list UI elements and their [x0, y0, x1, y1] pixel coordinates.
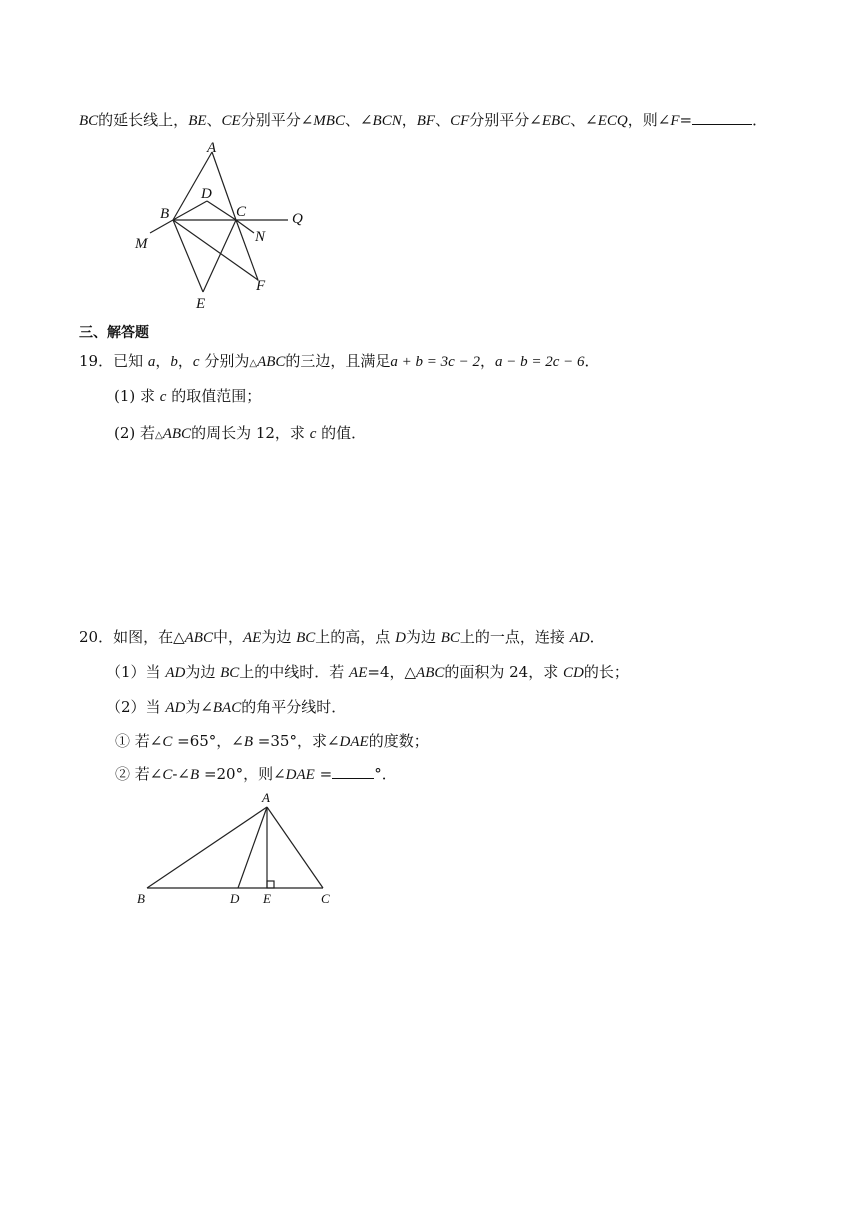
label-b: B [160, 206, 170, 222]
q18-text: ． [752, 111, 768, 129]
label-e: E [263, 891, 271, 906]
section-title: 三、解答题 [79, 325, 149, 341]
seg-ab [147, 807, 267, 888]
q19-number: 19． [79, 352, 114, 370]
q19-equation-1: a + b = 3c − 2 [390, 354, 480, 370]
q18-f: F [670, 113, 680, 129]
q19-part-1: (1) 求 c 的取值范围； [114, 387, 262, 405]
q18-ce: CE [221, 113, 241, 129]
q20-answer-blank[interactable] [332, 764, 374, 779]
right-angle-mark [267, 881, 274, 888]
q18-text: = [679, 111, 693, 129]
q18-ecq: ECQ [597, 113, 628, 129]
label-q: Q [292, 211, 303, 227]
q18-bc: BC [79, 113, 99, 129]
q20-item-1: ① 若∠C =65°，∠B =35°，求∠DAE的度数； [115, 732, 429, 750]
q20-stem: 20．如图，在△ABC中，AE为边 BC上的高，点 D为边 BC上的一点，连接 AD． [79, 628, 605, 646]
q18-mbc: MBC [313, 113, 345, 129]
q18-text-line [79, 110, 767, 131]
seg-ac [267, 807, 323, 888]
q20-figure [130, 790, 350, 910]
q20-item-2: ② 若∠C-∠B =20°，则∠DAE = °． [115, 765, 397, 783]
q18-figure [120, 136, 320, 316]
seg-ce [203, 220, 236, 292]
q18-answer-blank[interactable] [692, 110, 752, 125]
q18-text: 、∠ [570, 111, 598, 129]
seg-ad [238, 807, 267, 888]
label-b: B [137, 891, 145, 906]
q19-part-2: (2) 若△ABC的周长为 12，求 c 的值． [114, 424, 367, 442]
q18-cf: CF [450, 113, 470, 129]
q18-be: BE [188, 113, 207, 129]
seg-ac [212, 152, 236, 220]
label-f: F [256, 278, 266, 294]
label-d: D [230, 891, 240, 906]
q18-text: 、 [206, 111, 222, 129]
q18-text: 分别平分∠ [469, 111, 542, 129]
q18-text: ，则∠ [627, 111, 671, 129]
q18-text: 、∠ [344, 111, 373, 129]
q18-text: ， [401, 111, 417, 129]
label-a: A [262, 790, 270, 805]
q18-text: 、 [435, 111, 451, 129]
q20-part-1: （1）当 AD为边 BC上的中线时．若 AE=4，△ABC的面积为 24，求 CD的长； [106, 663, 629, 681]
label-m: M [135, 236, 148, 252]
seg-dc [207, 201, 236, 220]
q20-part-2: （2）当 AD为∠BAC的角平分线时． [106, 698, 347, 716]
label-c: C [236, 204, 247, 220]
label-n: N [255, 229, 266, 245]
q18-text: 的延长线上， [98, 111, 189, 129]
q18-bcn: BCN [372, 113, 402, 129]
q18-bf: BF [416, 113, 436, 129]
q18-ebc: EBC [541, 113, 571, 129]
label-c: C [321, 891, 330, 906]
label-e: E [196, 296, 206, 312]
q19-stem: 19．已知 a，b，c 分别为△ABC的三边，且满足a + b = 3c − 2，a − b = 2c − 6． [79, 352, 600, 370]
q20-number: 20． [79, 628, 114, 646]
q19-equation-2: a − b = 2c − 6 [494, 354, 585, 370]
q18-text: 分别平分∠ [240, 111, 314, 129]
label-d: D [201, 186, 212, 202]
label-a: A [207, 140, 217, 156]
